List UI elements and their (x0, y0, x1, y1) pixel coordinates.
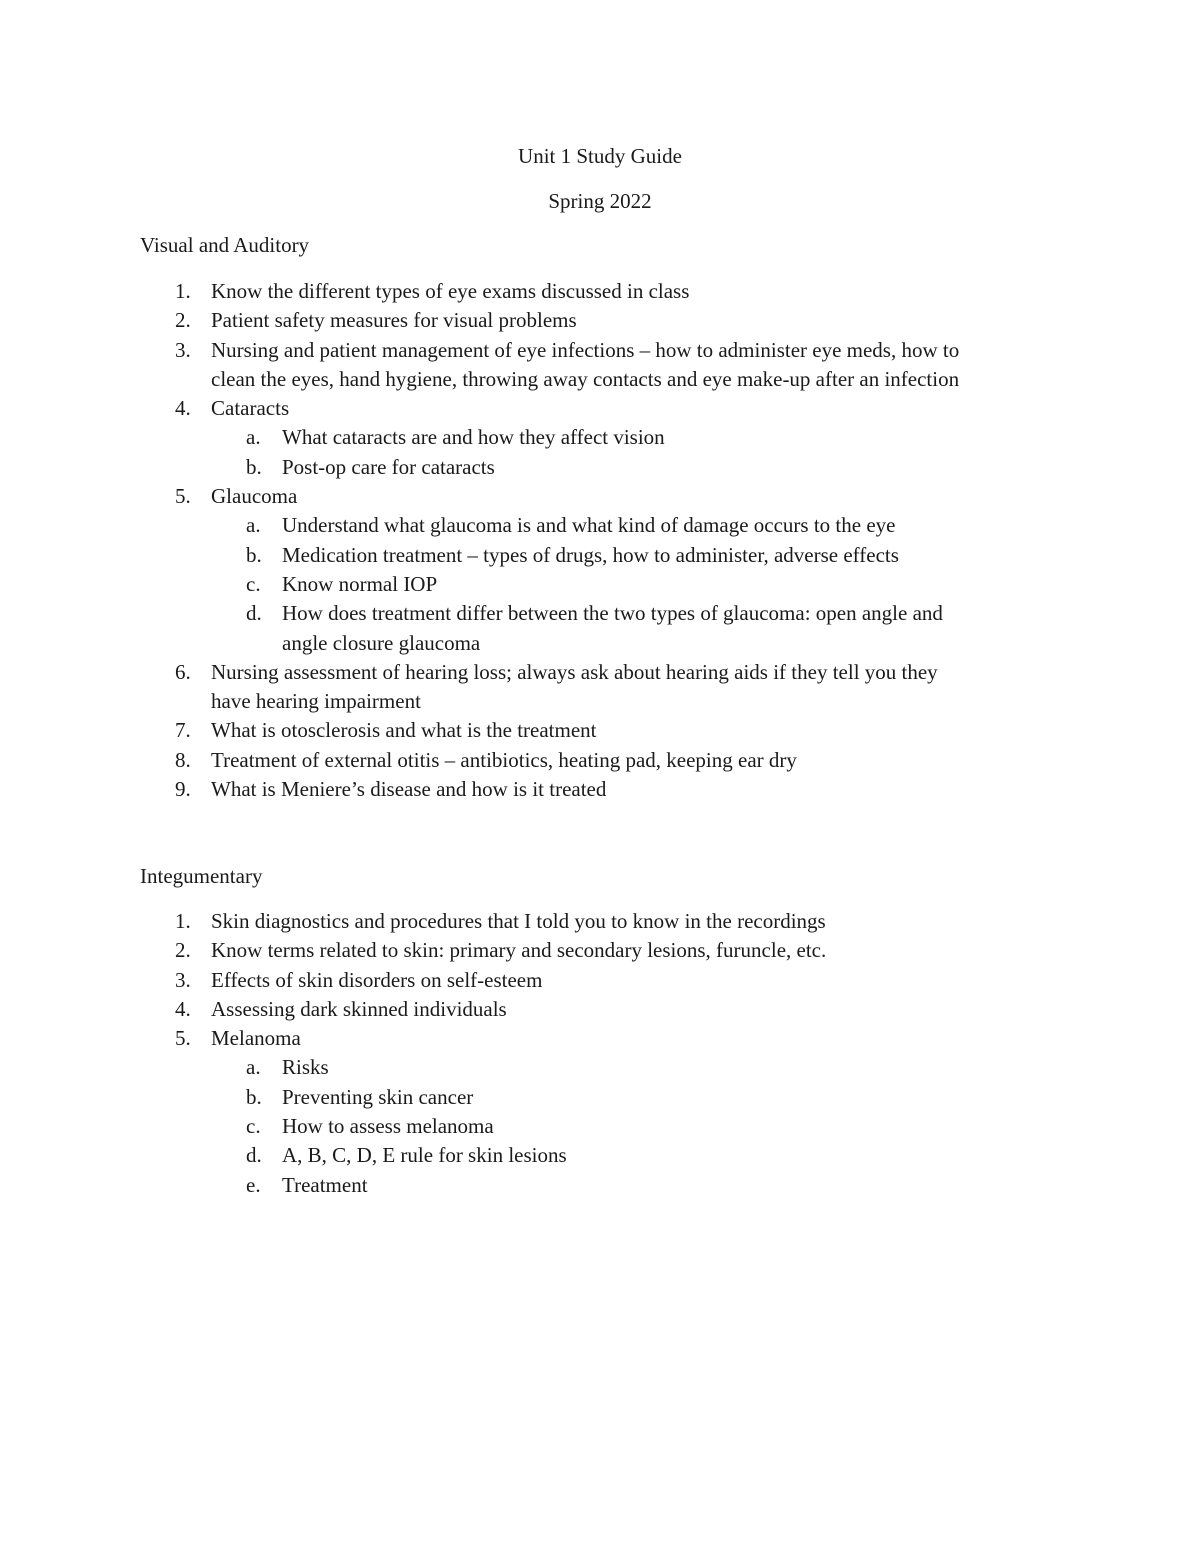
sub-list-item-text: Post-op care for cataracts (282, 454, 495, 479)
list-item-text: Skin diagnostics and procedures that I told you to know in the recordings (211, 909, 826, 933)
sub-list-item (0, 1171, 1200, 1200)
list-item (0, 277, 1200, 306)
sub-list-item-text: Risks (282, 1055, 329, 1080)
list-item-text: Treatment of external otitis – antibiotics, heating pad, keeping ear dry (211, 747, 797, 772)
list-item-number: 7. (175, 718, 191, 743)
sub-list-item-letter: c. (246, 1114, 261, 1139)
list-item-number: 2. (175, 308, 191, 333)
list-item (0, 687, 1200, 716)
list-item (0, 336, 1200, 365)
list-item-text: Nursing and patient management of eye infections – how to administer eye meds, how to (211, 337, 960, 362)
sub-list-item-letter: b. (246, 542, 262, 567)
list-item-text: clean the eyes, hand hygiene, throwing away contacts and eye make-up after an infection (211, 366, 960, 391)
list-item-text: Know the different types of eye exams discussed in class (211, 279, 690, 303)
sub-list-item-text: What cataracts are and how they affect vision (282, 425, 665, 450)
list-item (0, 482, 1200, 511)
list-item-number: 1. (175, 279, 191, 303)
sub-list-item-letter: c. (246, 571, 261, 596)
list-item (0, 746, 1200, 775)
list-item-number: 3. (175, 337, 191, 362)
sub-list-item-letter: a. (246, 513, 261, 538)
list-item-text: Effects of skin disorders on self-esteem (211, 967, 543, 992)
list-item-text: have hearing impairment (211, 689, 421, 714)
sub-list-item (0, 541, 1200, 570)
sub-list-item (0, 453, 1200, 482)
list-item-number: 9. (175, 777, 191, 802)
sub-list-item-letter: b. (246, 1084, 262, 1109)
integumentary-list (0, 907, 1200, 1200)
list-item-number: 2. (175, 938, 191, 963)
sub-list-item (0, 1112, 1200, 1141)
sub-list-item-text: angle closure glaucoma (282, 630, 481, 655)
list-item-number: 4. (175, 996, 191, 1021)
list-item (0, 936, 1200, 965)
list-item-number: 4. (175, 396, 191, 421)
list-item (0, 995, 1200, 1024)
list-item (0, 658, 1200, 687)
sub-list-item-text: Treatment (282, 1172, 368, 1197)
list-item-text: Melanoma (211, 1026, 301, 1051)
list-item-text: Nursing assessment of hearing loss; always ask about hearing aids if they tell you they (211, 659, 938, 684)
sub-list-item (0, 1083, 1200, 1112)
sub-list-item-letter: a. (246, 425, 261, 450)
list-item-text: Glaucoma (211, 484, 298, 509)
list-item-number: 3. (175, 967, 191, 992)
list-item (0, 907, 1200, 936)
sub-list-item-text: How does treatment differ between the two types of glaucoma: open angle and (282, 601, 943, 626)
sub-list-item-letter: d. (246, 1143, 262, 1168)
list-item (0, 716, 1200, 745)
list-item-number: 5. (175, 1026, 191, 1051)
sub-list-item-text: Preventing skin cancer (282, 1084, 474, 1109)
list-item-text: Know terms related to skin: primary and secondary lesions, furuncle, etc. (211, 938, 827, 963)
list-item (0, 394, 1200, 423)
visual-auditory-list (0, 277, 1200, 804)
document-subtitle: Spring 2022 (548, 189, 652, 213)
sub-list-item (0, 570, 1200, 599)
sub-list-item (0, 599, 1200, 628)
list-item-text: What is otosclerosis and what is the treatment (211, 718, 597, 743)
sub-list-item (0, 511, 1200, 540)
list-item-number: 1. (175, 909, 191, 933)
list-item (0, 966, 1200, 995)
section-heading-integumentary: Integumentary (140, 864, 263, 888)
sub-list-item (0, 1053, 1200, 1082)
sub-list-item (0, 1141, 1200, 1170)
list-item (0, 1024, 1200, 1053)
sub-list-item-text: A, B, C, D, E rule for skin lesions (282, 1143, 567, 1168)
list-item (0, 306, 1200, 335)
list-item (0, 365, 1200, 394)
sub-list-item (0, 423, 1200, 452)
list-item-text: What is Meniere’s disease and how is it treated (211, 777, 607, 802)
document-title: Unit 1 Study Guide (518, 144, 682, 168)
sub-list-item-text: Understand what glaucoma is and what kind of damage occurs to the eye (282, 513, 896, 538)
sub-list-item-letter: a. (246, 1055, 261, 1080)
sub-list-item-letter: d. (246, 601, 262, 626)
list-item (0, 775, 1200, 804)
sub-list-item (0, 629, 1200, 658)
list-item-number: 6. (175, 659, 191, 684)
list-item-text: Patient safety measures for visual problems (211, 308, 577, 333)
list-item-text: Assessing dark skinned individuals (211, 996, 507, 1021)
sub-list-item-letter: b. (246, 454, 262, 479)
section-heading-visual-auditory: Visual and Auditory (140, 233, 310, 257)
list-item-text: Cataracts (211, 396, 290, 421)
sub-list-item-text: How to assess melanoma (282, 1114, 494, 1139)
sub-list-item-text: Medication treatment – types of drugs, how to administer, adverse effects (282, 542, 899, 567)
sub-list-item-text: Know normal IOP (282, 571, 438, 596)
list-item-number: 8. (175, 747, 191, 772)
sub-list-item-letter: e. (246, 1172, 261, 1197)
list-item-number: 5. (175, 484, 191, 509)
